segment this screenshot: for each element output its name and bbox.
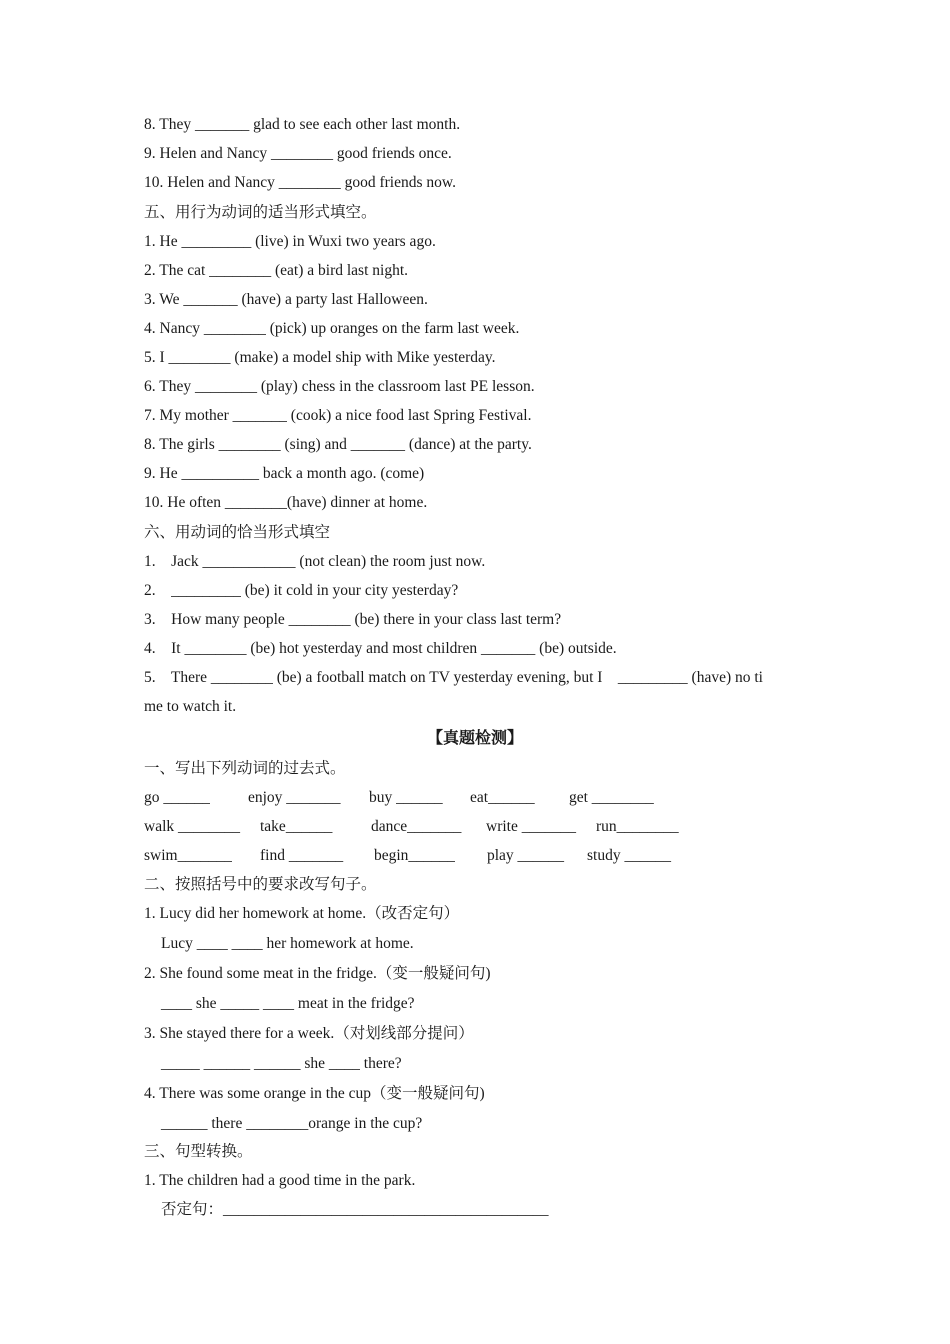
exercise-line: 1. He _________ (live) in Wuxi two years ago. [144, 233, 436, 250]
verb-blank: go ______ [144, 789, 210, 806]
verb-blank: eat______ [470, 789, 535, 806]
verb-blank: find _______ [260, 847, 344, 864]
rewrite-question: 2. She found some meat in the fridge.（变一般疑问句) [144, 965, 491, 982]
rewrite-question: 3. She stayed there for a week.（对划线部分提问） [144, 1025, 474, 1042]
verb-blank: dance_______ [371, 818, 462, 835]
verb-blank: walk ________ [144, 818, 241, 835]
exercise-line: 1. The children had a good time in the park. [144, 1172, 416, 1189]
rewrite-question: 1. Lucy did her homework at home.（改否定句） [144, 905, 460, 922]
verb-blank: get ________ [569, 789, 654, 806]
verb-blank: study ______ [587, 847, 671, 864]
exercise-line: 4. Nancy ________ (pick) up oranges on the farm last week. [144, 320, 520, 337]
section-heading: 一、写出下列动词的过去式。 [144, 760, 346, 777]
exercise-line: 10. He often ________(have) dinner at home. [144, 494, 428, 511]
verb-blank: take______ [260, 818, 333, 835]
exercise-line: 9. Helen and Nancy ________ good friends once. [144, 145, 452, 162]
exercise-line: 5. I ________ (make) a model ship with Mike yesterday. [144, 349, 496, 366]
section-heading: 三、句型转换。 [144, 1143, 253, 1160]
exam-title: 【真题检测】 [426, 728, 523, 747]
exercise-line-continued: me to watch it. [144, 698, 237, 715]
exercise-line: 6. They ________ (play) chess in the classroom last PE lesson. [144, 378, 535, 395]
exercise-line: 8. They _______ glad to see each other last month. [144, 116, 461, 133]
section-heading: 五、用行为动词的适当形式填空。 [144, 204, 377, 221]
rewrite-answer: Lucy ____ ____ her homework at home. [161, 935, 414, 952]
verb-blank: buy ______ [369, 789, 443, 806]
rewrite-answer: _____ ______ ______ she ____ there? [161, 1055, 402, 1072]
answer-line: 否定句：__________________________________________ [161, 1201, 549, 1218]
verb-blank: run________ [596, 818, 679, 835]
verb-blank: begin______ [374, 847, 455, 864]
rewrite-answer: ____ she _____ ____ meat in the fridge? [161, 995, 415, 1012]
section-heading: 六、用动词的恰当形式填空 [144, 524, 331, 541]
section-heading: 二、按照括号中的要求改写句子。 [144, 876, 377, 893]
rewrite-question: 4. There was some orange in the cup（变一般疑问句) [144, 1085, 485, 1102]
exercise-line: 1. Jack ____________ (not clean) the room just now. [144, 553, 486, 570]
exercise-line: 4. It ________ (be) hot yesterday and most children _______ (be) outside. [144, 640, 617, 657]
rewrite-answer: ______ there ________orange in the cup? [161, 1115, 423, 1132]
exercise-line: 2. The cat ________ (eat) a bird last night. [144, 262, 409, 279]
verb-blank: swim_______ [144, 847, 232, 864]
exercise-line: 7. My mother _______ (cook) a nice food last Spring Festival. [144, 407, 532, 424]
exercise-line: 3. How many people ________ (be) there in your class last term? [144, 611, 562, 628]
exercise-line: 9. He __________ back a month ago. (come) [144, 465, 425, 482]
exercise-line: 3. We _______ (have) a party last Halloween. [144, 291, 428, 308]
verb-blank: write _______ [486, 818, 576, 835]
verb-blank: play ______ [487, 847, 565, 864]
exercise-line: 8. The girls ________ (sing) and _______ (dance) at the party. [144, 436, 532, 453]
exercise-line: 10. Helen and Nancy ________ good friends now. [144, 174, 456, 191]
exercise-line: 2. _________ (be) it cold in your city yesterday? [144, 582, 459, 599]
verb-blank: enjoy _______ [248, 789, 341, 806]
exercise-line: 5. There ________ (be) a football match on TV yesterday evening, but I _________ (have) no ti [144, 669, 763, 686]
